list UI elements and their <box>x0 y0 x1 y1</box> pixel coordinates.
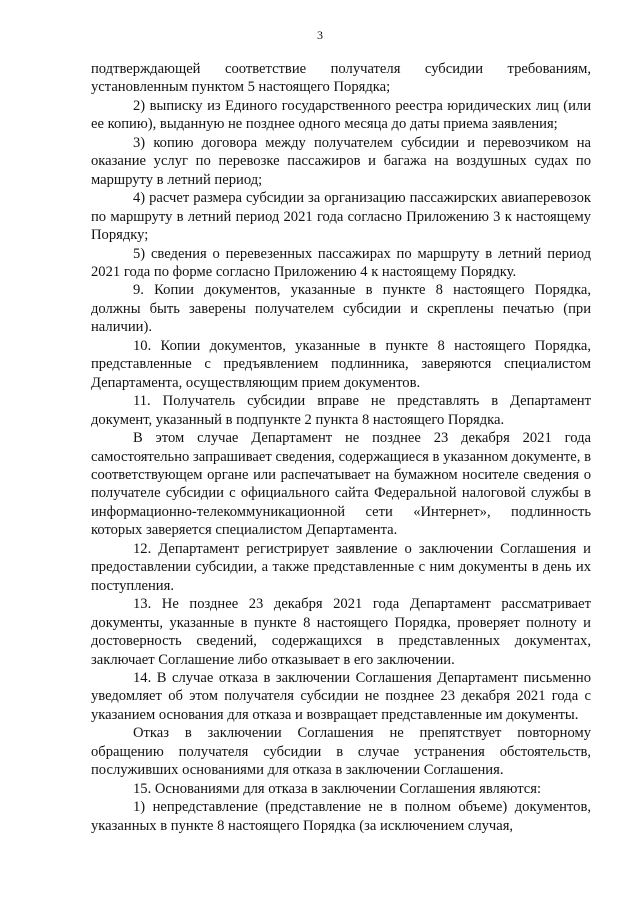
paragraph-clause-12: 12. Департамент регистрирует заявление о заключении Соглашения и предоставлении субсидии, а также представленные с ним документы в день их поступления. <box>91 540 591 594</box>
paragraph-continuation: подтверждающей соответствие получателя субсидии требованиям, установленным пунктом 5 настоящего Порядка; <box>91 61 591 96</box>
paragraph-clause-15-item-1: 1) непредставление (представление не в полном объеме) документов, указанных в пункте 8 настоящего Порядка (за исключением случая, <box>91 799 591 834</box>
paragraph-item-2-extract: 2) выписку из Единого государственного реестра юридических лиц (или ее копию), выданную не позднее одного месяца до даты приема заявления; <box>91 97 591 133</box>
paragraph-item-4-calculation: 4) расчет размера субсидии за организацию пассажирских авиаперевозок по маршруту в летний период 2021 года согласно Приложению 3 к настоящему Порядку; <box>91 190 591 244</box>
paragraph-clause-10: 10. Копии документов, указанные в пункте 8 настоящего Порядка, представленные с предъявлением подлинника, заверяются специалистом Департамента, осуществляющим прием документов. <box>91 337 591 391</box>
paragraph-clause-9: 9. Копии документов, указанные в пункте 8 настоящего Порядка, должны быть заверены получателем субсидии и скреплены печатью (при наличии). <box>91 282 591 336</box>
paragraph-clause-13: 13. Не позднее 23 декабря 2021 года Департамент рассматривает документы, указанные в пункте 8 настоящего Порядка, проверяет полноту и достоверность сведений, содержащихся в представленных документах, заключает Соглашение либо отказывает в его заключении. <box>91 596 591 668</box>
paragraph-item-3-contract: 3) копию договора между получателем субсидии и перевозчиком на оказание услуг по перевозке пассажиров и багажа на воздушных судах по маршруту в летний период; <box>91 134 591 188</box>
paragraph-clause-14-refusal: Отказ в заключении Соглашения не препятствует повторному обращению получателя субсидии в случае устранения обстоятельств, послуживших основаниями для отказа в заключении Соглашения. <box>91 725 591 779</box>
paragraph-clause-11: 11. Получатель субсидии вправе не представлять в Департамент документ, указанный в подпункте 2 пункта 8 настоящего Порядка. <box>91 393 591 428</box>
paragraph-clause-15: 15. Основаниями для отказа в заключении Соглашения являются: <box>133 780 542 797</box>
paragraph-item-5-passengers: 5) сведения о перевезенных пассажирах по маршруту в летний период 2021 года по форме согласно Приложению 4 к настоящему Порядку. <box>91 245 591 280</box>
page-number: 3 <box>317 28 323 42</box>
document-body <box>91 60 591 835</box>
paragraph-clause-14: 14. В случае отказа в заключении Соглашения Департамент письменно уведомляет об этом получателя субсидии не позднее 23 декабря 2021 года с указанием основания для отказа и возвращает представленные им документы. <box>91 669 591 723</box>
paragraph-clause-11-detail: В этом случае Департамент не позднее 23 декабря 2021 года самостоятельно запрашивает сведения, содержащиеся в указанном документе, в соответствующем органе или распечатывает на бумажном носителе сведения о получателе субсидии с официального сайта Федеральной налоговой службы в информационно-телекоммуникационной сети «Интернет», подлинность которых заверяется специалистом Департамента. <box>91 430 591 539</box>
